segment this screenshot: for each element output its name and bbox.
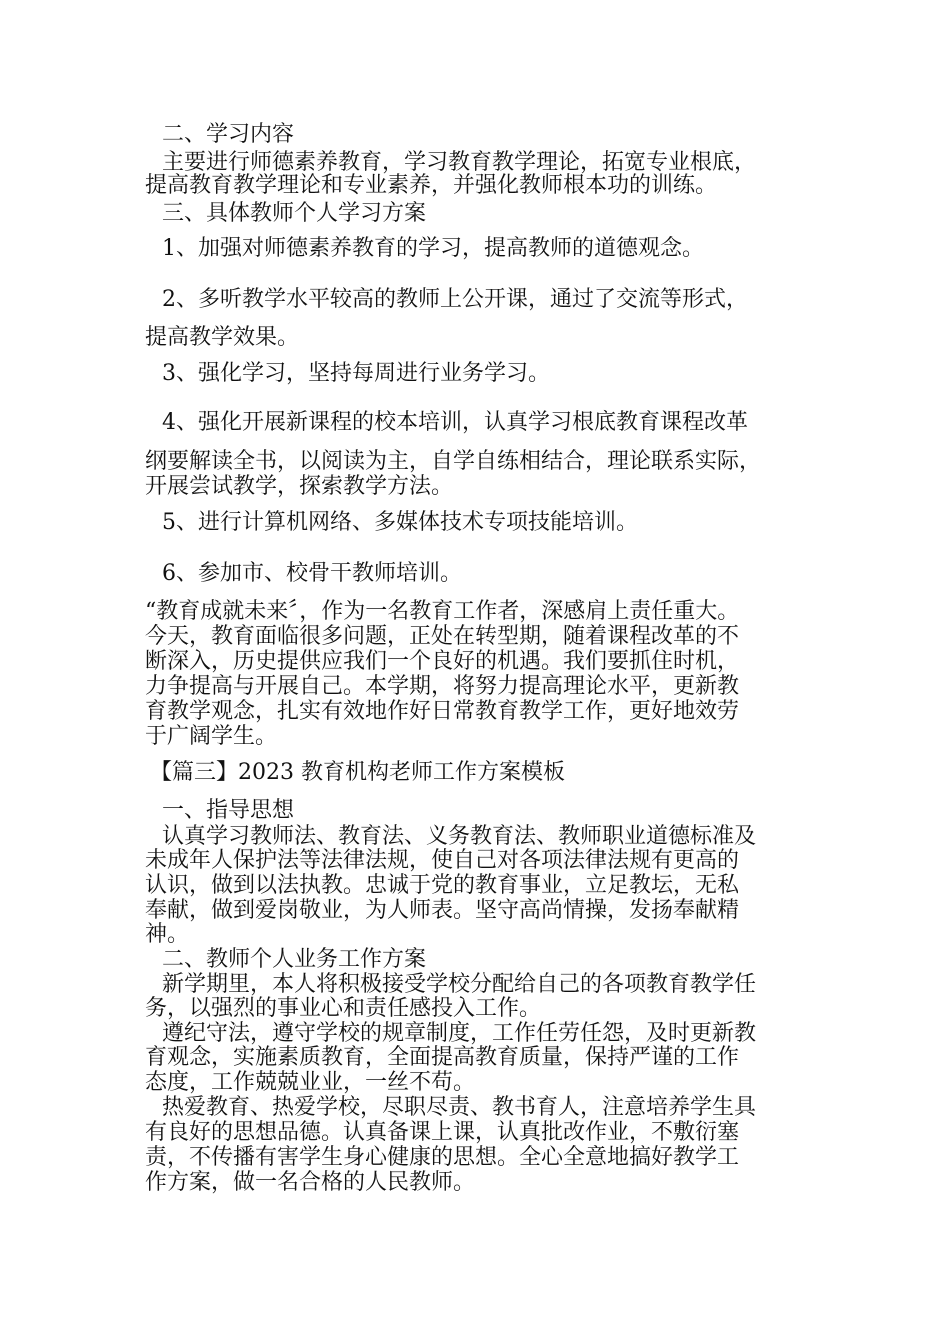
paragraph-line: 提高教育教学理论和专业素养，并强化教师根本功的训练。 xyxy=(145,173,718,198)
list-item-continued: 开展尝试教学，探索教学方法。 xyxy=(145,474,454,499)
paragraph-line: 今天，教育面临很多问题，正处在转型期，随着课程改革的不 xyxy=(145,624,740,649)
list-item: 5、进行计算机网络、多媒体技术专项技能培训。 xyxy=(162,510,638,535)
paragraph-line: 遵纪守法，遵守学校的规章制度，工作任劳任怨，及时更新教 xyxy=(162,1021,757,1046)
paragraph-line: 认真学习教师法、教育法、义务教育法、教师职业道德标准及 xyxy=(162,824,757,849)
section-heading-work-plan: 二、教师个人业务工作方案 xyxy=(162,947,427,972)
paragraph-line: 奉献，做到爱岗敬业，为人师表。坚守高尚情操，发扬奉献精 xyxy=(145,898,740,923)
paragraph-line: 力争提高与开展自己。本学期，将努力提高理论水平，更新教 xyxy=(145,674,740,699)
list-item: 6、参加市、校骨干教师培训。 xyxy=(162,561,462,586)
list-item: 4、强化开展新课程的校本培训，认真学习根底教育课程改革 xyxy=(162,410,748,435)
paragraph-line: 热爱教育、热爱学校，尽职尽责、教书育人，注意培养学生具 xyxy=(162,1095,757,1120)
list-item: 3、强化学习，坚持每周进行业务学习。 xyxy=(162,361,550,386)
list-item: 2、多听教学水平较高的教师上公开课，通过了交流等形式， xyxy=(162,287,748,312)
paragraph-line: 神。 xyxy=(145,922,190,947)
list-item: 1、加强对师德素养教育的学习，提高教师的道德观念。 xyxy=(162,236,704,261)
paragraph-line: 作方案，做一名合格的人民教师。 xyxy=(145,1170,476,1195)
paragraph-line: 于广阔学生。 xyxy=(145,724,278,749)
paragraph-line: 主要进行师德素养教育，学习教育教学理论，拓宽专业根底， xyxy=(162,150,757,175)
paragraph-line: 有良好的思想品德。认真备课上课，认真批改作业，不敷衍塞 xyxy=(145,1120,740,1145)
paragraph-line: 未成年人保护法等法律法规，使自己对各项法律法规有更高的 xyxy=(145,848,740,873)
paragraph-line: 育教学观念，扎实有效地作好日常教育教学工作，更好地效劳 xyxy=(145,699,740,724)
list-item-continued: 纲要解读全书，以阅读为主，自学自练相结合，理论联系实际， xyxy=(145,449,762,474)
paragraph-line: 育观念，实施素质教育，全面提高教育质量，保持严谨的工作 xyxy=(145,1045,740,1070)
paragraph-line: 态度，工作兢兢业业，一丝不苟。 xyxy=(145,1070,476,1095)
section-heading-personal-plan: 三、具体教师个人学习方案 xyxy=(162,201,427,226)
list-item-continued: 提高教学效果。 xyxy=(145,325,300,350)
section-heading-guiding-thought: 一、指导思想 xyxy=(162,798,295,823)
paragraph-line: 新学期里，本人将积极接受学校分配给自己的各项教育教学任 xyxy=(162,972,757,997)
part-three-title: 【篇三】2023 教育机构老师工作方案模板 xyxy=(150,760,565,785)
paragraph-line: “教育成就未来〞，作为一名教育工作者，深感肩上责任重大。 xyxy=(145,599,740,624)
section-heading-study-content: 二、学习内容 xyxy=(162,122,295,147)
paragraph-line: 务，以强烈的事业心和责任感投入工作。 xyxy=(145,996,542,1021)
paragraph-line: 责，不传播有害学生身心健康的思想。全心全意地搞好教学工 xyxy=(145,1145,740,1170)
paragraph-line: 断深入，历史提供应我们一个良好的机遇。我们要抓住时机， xyxy=(145,649,740,674)
paragraph-line: 认识，做到以法执教。忠诚于党的教育事业，立足教坛，无私 xyxy=(145,873,740,898)
